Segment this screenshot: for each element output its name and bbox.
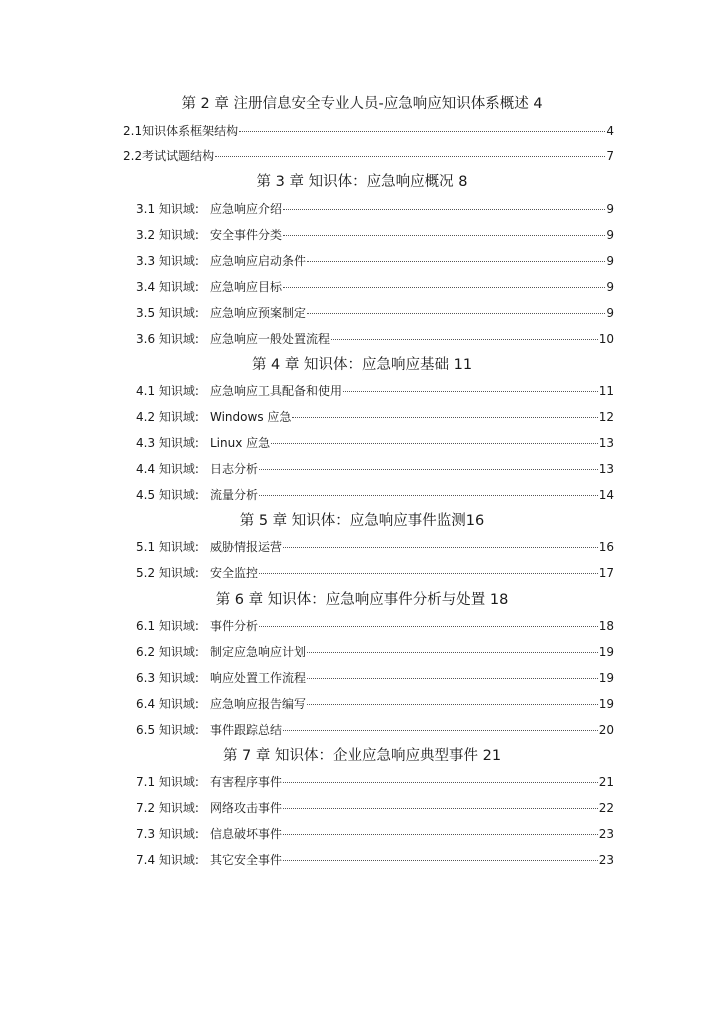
toc-entry-number: 6.3 知识域: xyxy=(136,671,199,685)
toc-entry-title: 制定应急响应计划 xyxy=(210,645,307,659)
toc-entry-number: 3.6 知识域: xyxy=(136,332,199,346)
dot-leader xyxy=(283,235,605,236)
dot-leader xyxy=(259,469,598,470)
toc-entry[interactable] xyxy=(136,852,614,868)
toc-entry-number: 4.4 知识域: xyxy=(136,462,199,476)
toc-entry[interactable] xyxy=(136,227,614,243)
toc-entry[interactable] xyxy=(136,696,614,712)
toc-entry-title: 信息破坏事件 xyxy=(210,827,283,841)
toc-entry[interactable] xyxy=(136,487,614,503)
toc-entry-number: 6.4 知识域: xyxy=(136,697,199,711)
chapter-heading: 第 7 章 知识体：企业应急响应典型事件 21 xyxy=(222,748,502,764)
toc-entry[interactable] xyxy=(136,644,614,660)
toc-entry-number: 4.1 知识域: xyxy=(136,384,199,398)
toc-entry-title: 应急响应报告编写 xyxy=(210,697,307,711)
toc-entry[interactable] xyxy=(136,305,614,321)
dot-leader xyxy=(283,782,598,783)
toc-entry-page: 17 xyxy=(598,566,614,580)
toc-entry-number: 7.2 知识域: xyxy=(136,801,199,815)
chapter-heading: 第 2 章 注册信息安全专业人员-应急响应知识体系概述 4 xyxy=(181,96,543,112)
toc-entry-title: 日志分析 xyxy=(210,462,259,476)
toc-entry-number: 3.5 知识域: xyxy=(136,306,199,320)
toc-entry-number: 4.3 知识域: xyxy=(136,436,199,450)
dot-leader xyxy=(283,287,605,288)
toc-entry-number: 4.2 知识域: xyxy=(136,410,199,424)
toc-entry-page: 19 xyxy=(598,671,614,685)
toc-entry-number: 3.2 知识域: xyxy=(136,228,199,242)
toc-entry-title: 事件跟踪总结 xyxy=(210,723,283,737)
dot-leader xyxy=(271,443,598,444)
toc-entry-page: 18 xyxy=(598,619,614,633)
toc-entry[interactable] xyxy=(123,123,614,139)
chapter-heading: 第 5 章 知识体：应急响应事件监测16 xyxy=(239,513,485,529)
toc-entry-number: 2.1 xyxy=(123,124,143,138)
toc-entry-page: 7 xyxy=(606,149,614,163)
toc-entry-number: 6.1 知识域: xyxy=(136,619,199,633)
toc-entry-number: 7.3 知识域: xyxy=(136,827,199,841)
dot-leader xyxy=(331,339,598,340)
toc-entry[interactable] xyxy=(136,826,614,842)
dot-leader xyxy=(239,131,605,132)
toc-entry-title: 响应处置工作流程 xyxy=(210,671,307,685)
toc-entry-title: 威胁情报运营 xyxy=(210,540,283,554)
toc-entry-number: 5.2 知识域: xyxy=(136,566,199,580)
toc-entry-page: 13 xyxy=(598,462,614,476)
toc-entry-title: 安全事件分类 xyxy=(210,228,283,242)
chapter-heading: 第 3 章 知识体：应急响应概况 8 xyxy=(256,174,468,190)
toc-entry-page: 13 xyxy=(598,436,614,450)
toc-entry-title: 应急响应启动条件 xyxy=(210,254,307,268)
toc-entry[interactable] xyxy=(136,539,614,555)
toc-entry-page: 14 xyxy=(598,488,614,502)
toc-entry-number: 6.2 知识域: xyxy=(136,645,199,659)
toc-entry-title: 安全监控 xyxy=(210,566,259,580)
toc-entry[interactable] xyxy=(136,618,614,634)
toc-entry[interactable] xyxy=(136,774,614,790)
toc-entry-number: 3.3 知识域: xyxy=(136,254,199,268)
toc-entry-title: 其它安全事件 xyxy=(210,853,283,867)
toc-entry-title: Windows 应急 xyxy=(210,410,292,424)
toc-entry[interactable] xyxy=(136,409,614,425)
toc-entry-number: 3.1 知识域: xyxy=(136,202,199,216)
toc-entry-page: 23 xyxy=(598,853,614,867)
toc-entry-title: 应急响应一般处置流程 xyxy=(210,332,331,346)
toc-entry-number: 5.1 知识域: xyxy=(136,540,199,554)
toc-entry[interactable] xyxy=(136,722,614,738)
dot-leader xyxy=(283,730,598,731)
chapter-heading: 第 4 章 知识体：应急响应基础 11 xyxy=(251,357,473,373)
dot-leader xyxy=(259,573,598,574)
dot-leader xyxy=(283,860,598,861)
toc-entry-page: 9 xyxy=(606,306,614,320)
dot-leader xyxy=(283,808,598,809)
toc-entry-title: 应急响应工具配备和使用 xyxy=(210,384,343,398)
toc-entry[interactable] xyxy=(136,253,614,269)
toc-entry-title: 有害程序事件 xyxy=(210,775,283,789)
toc-entry-page: 12 xyxy=(598,410,614,424)
toc-entry-page: 9 xyxy=(606,254,614,268)
toc-entry[interactable] xyxy=(136,435,614,451)
dot-leader xyxy=(292,417,597,418)
dot-leader xyxy=(307,652,598,653)
toc-entry-title: 应急响应目标 xyxy=(210,280,283,294)
toc-entry-number: 3.4 知识域: xyxy=(136,280,199,294)
toc-entry[interactable] xyxy=(123,148,614,164)
toc-entry-page: 20 xyxy=(598,723,614,737)
dot-leader xyxy=(307,313,605,314)
toc-entry[interactable] xyxy=(136,461,614,477)
toc-entry-page: 11 xyxy=(598,384,614,398)
toc-entry-page: 4 xyxy=(606,124,614,138)
toc-entry-page: 23 xyxy=(598,827,614,841)
toc-entry[interactable] xyxy=(136,800,614,816)
toc-entry-title: 知识体系框架结构 xyxy=(142,124,239,138)
toc-entry[interactable] xyxy=(136,331,614,347)
toc-entry-page: 19 xyxy=(598,697,614,711)
dot-leader xyxy=(215,156,605,157)
dot-leader xyxy=(283,834,598,835)
toc-entry-page: 19 xyxy=(598,645,614,659)
toc-entry-page: 9 xyxy=(606,202,614,216)
toc-entry[interactable] xyxy=(136,201,614,217)
dot-leader xyxy=(283,209,605,210)
toc-entry-page: 16 xyxy=(598,540,614,554)
toc-entry-page: 10 xyxy=(598,332,614,346)
toc-entry-title: Linux 应急 xyxy=(210,436,271,450)
toc-entry-number: 6.5 知识域: xyxy=(136,723,199,737)
toc-entry[interactable] xyxy=(136,670,614,686)
dot-leader xyxy=(307,678,598,679)
toc-entry-page: 22 xyxy=(598,801,614,815)
dot-leader xyxy=(259,626,598,627)
toc-entry-title: 应急响应介绍 xyxy=(210,202,283,216)
toc-entry-title: 流量分析 xyxy=(210,488,259,502)
toc-entry[interactable] xyxy=(136,279,614,295)
dot-leader xyxy=(307,261,605,262)
toc-entry-number: 7.4 知识域: xyxy=(136,853,199,867)
toc-entry-page: 9 xyxy=(606,280,614,294)
toc-entry-title: 网络攻击事件 xyxy=(210,801,283,815)
dot-leader xyxy=(283,547,598,548)
toc-entry-title: 事件分析 xyxy=(210,619,259,633)
toc-entry-number: 7.1 知识域: xyxy=(136,775,199,789)
toc-entry-title: 考试试题结构 xyxy=(142,149,215,163)
toc-entry-page: 21 xyxy=(598,775,614,789)
toc-entry[interactable] xyxy=(136,383,614,399)
toc-entry-number: 2.2 xyxy=(123,149,143,163)
toc-entry-number: 4.5 知识域: xyxy=(136,488,199,502)
dot-leader xyxy=(259,495,598,496)
toc-entry-title: 应急响应预案制定 xyxy=(210,306,307,320)
toc-entry[interactable] xyxy=(136,565,614,581)
dot-leader xyxy=(343,391,598,392)
chapter-heading: 第 6 章 知识体：应急响应事件分析与处置 18 xyxy=(215,592,509,608)
dot-leader xyxy=(307,704,598,705)
toc-entry-page: 9 xyxy=(606,228,614,242)
